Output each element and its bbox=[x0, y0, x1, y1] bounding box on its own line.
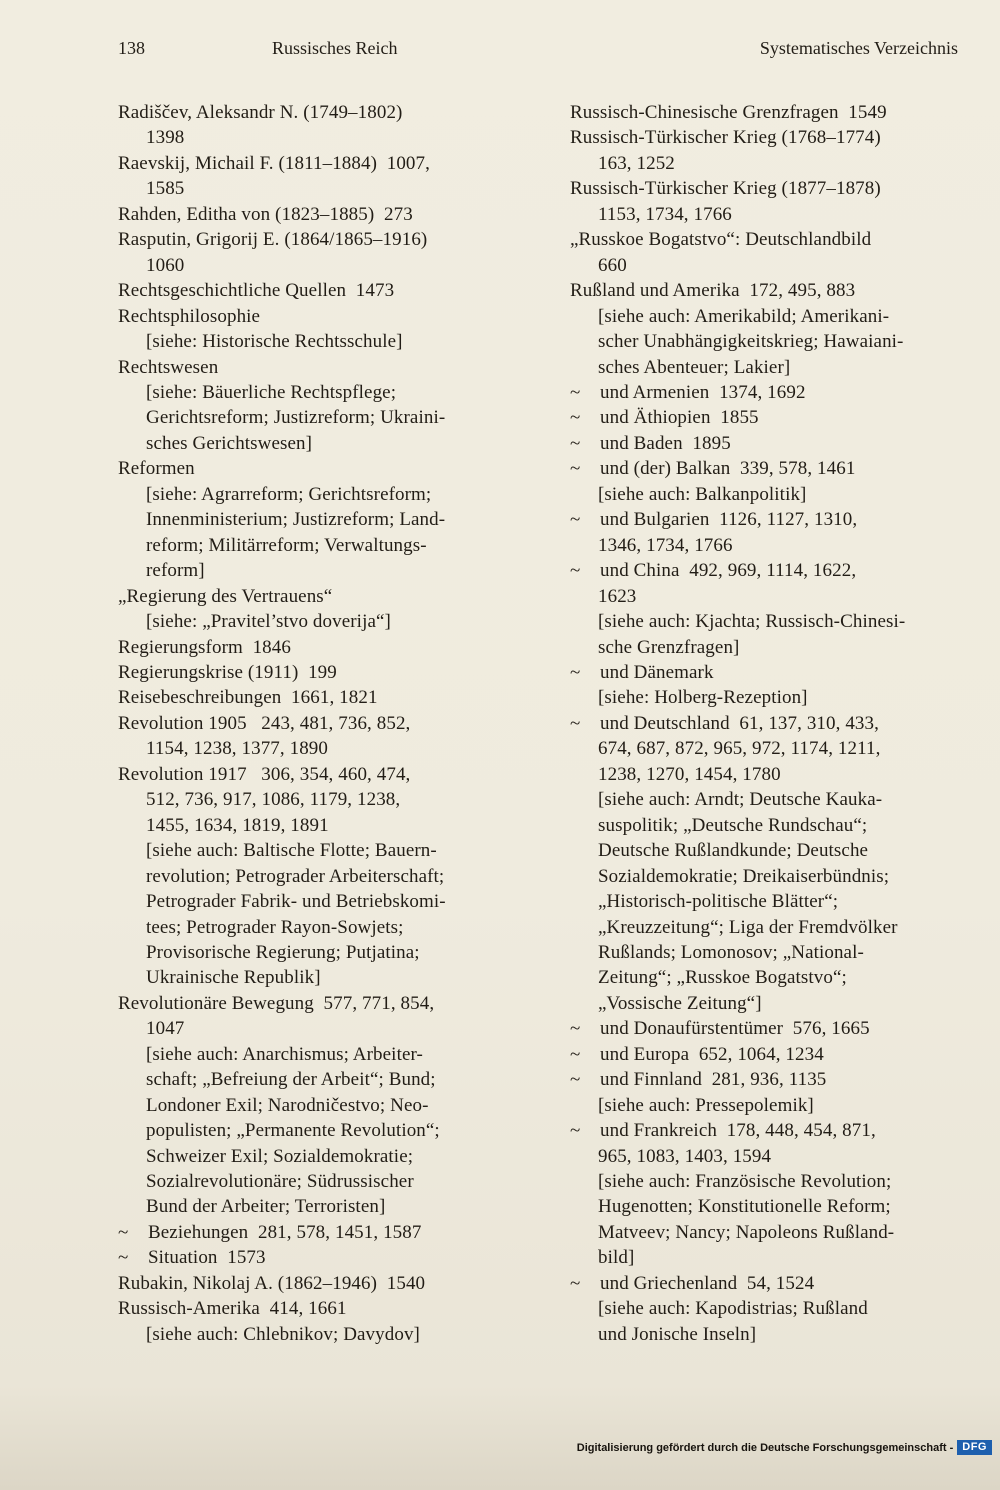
index-line bbox=[118, 1016, 514, 1041]
index-line bbox=[570, 1016, 974, 1041]
index-line bbox=[570, 609, 974, 634]
index-line bbox=[570, 405, 974, 430]
index-line-text: 1238, 1270, 1454, 1780 bbox=[598, 763, 781, 785]
tilde-marker: ~ bbox=[118, 1247, 129, 1269]
index-line bbox=[118, 227, 514, 252]
index-line bbox=[118, 482, 514, 507]
index-line bbox=[118, 355, 514, 380]
index-line-text: [siehe: Historische Rechtsschule] bbox=[146, 331, 403, 353]
tilde-marker: ~ bbox=[570, 407, 581, 429]
index-line-text: Radiščev, Aleksandr N. (1749–1802) bbox=[118, 102, 403, 123]
index-line-text: scher Unabhängigkeitskrieg; Hawaiani- bbox=[598, 331, 904, 353]
index-line bbox=[570, 584, 974, 609]
index-line-text: Rasputin, Grigorij E. (1864/1865–1916) bbox=[118, 229, 428, 251]
index-line bbox=[570, 864, 974, 889]
index-line-text: [siehe auch: Arndt; Deutsche Kauka- bbox=[598, 789, 883, 811]
index-line bbox=[570, 482, 974, 507]
index-line-text: und Bulgarien 1126, 1127, 1310, bbox=[600, 509, 858, 531]
index-line-text: Ukrainische Republik] bbox=[146, 967, 321, 989]
index-line-text: „Russkoe Bogatstvo“: Deutschlandbild bbox=[570, 229, 872, 251]
tilde-marker: ~ bbox=[570, 458, 581, 480]
index-line bbox=[570, 1194, 974, 1219]
tilde-marker: ~ bbox=[570, 712, 581, 734]
index-line bbox=[570, 431, 974, 456]
index-line-text: und Dänemark bbox=[600, 661, 714, 683]
tilde-marker: ~ bbox=[570, 509, 581, 531]
index-line-text: Revolutionäre Bewegung 577, 771, 854, bbox=[118, 992, 435, 1014]
index-column-right bbox=[570, 100, 974, 1347]
index-line-text: und Europa 652, 1064, 1234 bbox=[600, 1043, 824, 1065]
index-line bbox=[118, 1118, 514, 1143]
index-line bbox=[570, 736, 974, 761]
index-line bbox=[570, 889, 974, 914]
tilde-marker: ~ bbox=[570, 1018, 581, 1040]
index-line bbox=[118, 1271, 514, 1296]
index-line bbox=[570, 253, 974, 278]
index-line-text: Rechtswesen bbox=[118, 356, 219, 378]
index-line-text: 660 bbox=[598, 254, 627, 276]
index-line-text: und Jonische Inseln] bbox=[598, 1323, 757, 1345]
index-line bbox=[118, 431, 514, 456]
index-line bbox=[570, 915, 974, 940]
index-line-text: [siehe auch: Balkanpolitik] bbox=[598, 483, 807, 505]
index-line-text: schaft; „Befreiung der Arbeit“; Bund; bbox=[146, 1069, 436, 1091]
page-number: 138 bbox=[118, 38, 145, 58]
index-line bbox=[118, 1322, 514, 1347]
index-line-text: und Deutschland 61, 137, 310, 433, bbox=[600, 712, 879, 734]
index-line-text: Provisorische Regierung; Putjatina; bbox=[146, 941, 420, 963]
index-line bbox=[118, 685, 514, 710]
index-line bbox=[118, 507, 514, 532]
index-line bbox=[570, 125, 974, 150]
index-line bbox=[118, 711, 514, 736]
tilde-marker: ~ bbox=[570, 1120, 581, 1142]
index-line bbox=[570, 1245, 974, 1270]
index-line-text: Russisch-Amerika 414, 1661 bbox=[118, 1298, 347, 1320]
index-line bbox=[118, 1220, 514, 1245]
index-line bbox=[570, 304, 974, 329]
index-line-text: Rechtsphilosophie bbox=[118, 305, 261, 327]
index-line bbox=[118, 202, 514, 227]
tilde-marker: ~ bbox=[570, 1272, 581, 1294]
index-line-text: [siehe auch: Amerikabild; Amerikani- bbox=[598, 305, 890, 327]
index-line bbox=[118, 965, 514, 990]
index-line-text: Russisch-Chinesische Grenzfragen 1549 bbox=[570, 102, 887, 123]
index-line bbox=[570, 711, 974, 736]
index-line-text: 1047 bbox=[146, 1018, 185, 1040]
index-line bbox=[118, 533, 514, 558]
index-line-text: Sozialdemokratie; Dreikaiserbündnis; bbox=[598, 865, 890, 887]
index-line-text: 163, 1252 bbox=[598, 152, 675, 174]
index-line-text: Rechtsgeschichtliche Quellen 1473 bbox=[118, 280, 395, 302]
index-line-text: und (der) Balkan 339, 578, 1461 bbox=[600, 458, 856, 480]
index-line-text: Beziehungen 281, 578, 1451, 1587 bbox=[148, 1221, 422, 1243]
index-line bbox=[118, 609, 514, 634]
index-line bbox=[570, 1093, 974, 1118]
tilde-marker: ~ bbox=[570, 661, 581, 683]
index-line bbox=[570, 1118, 974, 1143]
index-line-text: Rußland und Amerika 172, 495, 883 bbox=[570, 280, 856, 302]
index-line bbox=[118, 405, 514, 430]
index-line-text: tees; Petrograder Rayon-Sowjets; bbox=[146, 916, 404, 938]
index-line bbox=[570, 838, 974, 863]
index-line bbox=[570, 533, 974, 558]
digitization-footer bbox=[577, 1440, 992, 1455]
tilde-marker: ~ bbox=[118, 1221, 129, 1243]
index-line-text: Regierungsform 1846 bbox=[118, 636, 291, 658]
index-line bbox=[570, 965, 974, 990]
index-line bbox=[118, 736, 514, 761]
index-line-text: Regierungskrise (1911) 199 bbox=[118, 661, 337, 683]
index-line-text: revolution; Petrograder Arbeiterschaft; bbox=[146, 865, 445, 887]
index-line bbox=[570, 1067, 974, 1092]
index-line-text: Sozialrevolutionäre; Südrussischer bbox=[146, 1171, 414, 1193]
index-line bbox=[570, 813, 974, 838]
index-line-text: „Historisch-politische Blätter“; bbox=[598, 891, 839, 913]
index-line-text: „Kreuzzeitung“; Liga der Fremdvölker bbox=[598, 916, 898, 938]
index-line-text: reform] bbox=[146, 560, 205, 582]
index-line-text: [siehe: „Pravitel’stvo doverija“] bbox=[146, 611, 391, 633]
index-line bbox=[570, 762, 974, 787]
digitization-credit-text: Digitalisierung gefördert durch die Deutsche Forschungsgemeinschaft - bbox=[576, 1441, 954, 1454]
index-line bbox=[570, 176, 974, 201]
index-line bbox=[118, 813, 514, 838]
index-line-text: Deutsche Rußlandkunde; Deutsche bbox=[598, 840, 869, 862]
index-line bbox=[570, 1169, 974, 1194]
index-line bbox=[570, 685, 974, 710]
index-line-text: 1346, 1734, 1766 bbox=[598, 534, 733, 556]
index-line bbox=[118, 151, 514, 176]
index-line-text: 1398 bbox=[146, 127, 185, 149]
index-line-text: Schweizer Exil; Sozialdemokratie; bbox=[146, 1145, 414, 1167]
index-line bbox=[118, 304, 514, 329]
index-line bbox=[118, 991, 514, 1016]
index-line bbox=[118, 329, 514, 354]
index-line bbox=[118, 762, 514, 787]
index-line-text: [siehe auch: Pressepolemik] bbox=[598, 1094, 814, 1116]
index-line-text: und Frankreich 178, 448, 454, 871, bbox=[600, 1120, 876, 1142]
index-line-text: Reformen bbox=[118, 458, 195, 480]
index-line-text: 512, 736, 917, 1086, 1179, 1238, bbox=[146, 789, 401, 811]
index-line bbox=[570, 991, 974, 1016]
tilde-marker: ~ bbox=[570, 381, 581, 403]
index-line bbox=[570, 507, 974, 532]
index-line-text: Russisch-Türkischer Krieg (1877–1878) bbox=[570, 178, 881, 200]
index-line-text: 1153, 1734, 1766 bbox=[598, 203, 732, 225]
index-line bbox=[570, 355, 974, 380]
index-line-text: [siehe auch: Französische Revolution; bbox=[598, 1171, 892, 1193]
index-line bbox=[570, 456, 974, 481]
index-line-text: 1623 bbox=[598, 585, 637, 607]
index-line-text: Gerichtsreform; Justizreform; Ukraini- bbox=[146, 407, 446, 429]
index-line bbox=[118, 100, 514, 125]
index-line bbox=[570, 1220, 974, 1245]
index-line-text: [siehe auch: Kjachta; Russisch-Chinesi- bbox=[598, 611, 906, 633]
index-line-text: Londoner Exil; Narodničestvo; Neo- bbox=[146, 1094, 429, 1116]
index-line-text: „Regierung des Vertrauens“ bbox=[118, 585, 333, 607]
index-line bbox=[570, 202, 974, 227]
index-line bbox=[118, 1296, 514, 1321]
index-line-text: Innenministerium; Justizreform; Land- bbox=[146, 509, 446, 531]
running-head-right: Systematisches Verzeichnis bbox=[759, 38, 958, 58]
index-line-text: Rahden, Editha von (1823–1885) 273 bbox=[118, 203, 413, 225]
index-line bbox=[118, 456, 514, 481]
index-line-text: 1455, 1634, 1819, 1891 bbox=[146, 814, 329, 836]
index-line-text: und China 492, 969, 1114, 1622, bbox=[600, 560, 857, 582]
index-line-text: und Donaufürstentümer 576, 1665 bbox=[600, 1018, 870, 1040]
index-line bbox=[570, 329, 974, 354]
index-line bbox=[570, 151, 974, 176]
index-line bbox=[570, 787, 974, 812]
index-line-text: Raevskij, Michail F. (1811–1884) 1007, bbox=[118, 152, 430, 174]
index-line bbox=[570, 227, 974, 252]
index-line-text: reform; Militärreform; Verwaltungs- bbox=[146, 534, 427, 556]
index-line-text: und Armenien 1374, 1692 bbox=[600, 381, 806, 403]
index-line-text: [siehe auch: Chlebnikov; Davydov] bbox=[146, 1323, 420, 1345]
tilde-marker: ~ bbox=[570, 1069, 581, 1091]
index-line-text: Situation 1573 bbox=[148, 1247, 266, 1269]
index-line-text: [siehe: Holberg-Rezeption] bbox=[598, 687, 808, 709]
index-line-text: und Baden 1895 bbox=[600, 432, 731, 454]
index-line bbox=[118, 1194, 514, 1219]
index-line bbox=[570, 635, 974, 660]
index-line-text: bild] bbox=[598, 1247, 635, 1269]
index-line bbox=[118, 558, 514, 583]
index-line bbox=[118, 1042, 514, 1067]
index-line bbox=[118, 864, 514, 889]
running-head-left: Russisches Reich bbox=[272, 38, 398, 58]
index-line-text: sche Grenzfragen] bbox=[598, 636, 740, 658]
tilde-marker: ~ bbox=[570, 432, 581, 454]
index-line-text: sches Abenteuer; Lakier] bbox=[598, 356, 791, 378]
index-line-text: Rußlands; Lomonosov; „National- bbox=[598, 941, 864, 963]
index-line-text: [siehe: Bäuerliche Rechtspflege; bbox=[146, 381, 397, 403]
index-line bbox=[570, 1322, 974, 1347]
index-line-text: Revolution 1905 243, 481, 736, 852, bbox=[118, 712, 411, 734]
index-line-text: „Vossische Zeitung“] bbox=[598, 992, 762, 1014]
index-line bbox=[118, 787, 514, 812]
index-line-text: 965, 1083, 1403, 1594 bbox=[598, 1145, 772, 1167]
index-line bbox=[118, 1093, 514, 1118]
index-line-text: Rubakin, Nikolaj A. (1862–1946) 1540 bbox=[118, 1272, 426, 1294]
index-line-text: Petrograder Fabrik- und Betriebskomi- bbox=[146, 891, 446, 913]
index-line-text: Zeitung“; „Russkoe Bogatstvo“; bbox=[598, 967, 847, 989]
index-column-left bbox=[118, 100, 514, 1347]
index-line bbox=[570, 1042, 974, 1067]
index-line bbox=[570, 380, 974, 405]
index-line-text: [siehe: Agrarreform; Gerichtsreform; bbox=[146, 483, 432, 505]
index-line bbox=[118, 1169, 514, 1194]
index-line-text: Russisch-Türkischer Krieg (1768–1774) bbox=[570, 127, 881, 149]
dfg-logo: DFG bbox=[957, 1440, 992, 1455]
index-line-text: Matveev; Nancy; Napoleons Rußland- bbox=[598, 1221, 895, 1243]
index-line bbox=[118, 1067, 514, 1092]
index-line-text: suspolitik; „Deutsche Rundschau“; bbox=[598, 814, 868, 836]
index-line-text: Bund der Arbeiter; Terroristen] bbox=[146, 1196, 386, 1218]
index-line-text: [siehe auch: Kapodistrias; Rußland bbox=[598, 1298, 868, 1320]
index-line-text: 1585 bbox=[146, 178, 185, 200]
index-line bbox=[570, 1144, 974, 1169]
index-line bbox=[570, 100, 974, 125]
index-line-text: und Griechenland 54, 1524 bbox=[600, 1272, 815, 1294]
index-line bbox=[118, 635, 514, 660]
index-line bbox=[118, 1245, 514, 1270]
index-line bbox=[118, 660, 514, 685]
index-line bbox=[118, 125, 514, 150]
index-line-text: und Äthiopien 1855 bbox=[600, 407, 759, 429]
index-line-text: [siehe auch: Anarchismus; Arbeiter- bbox=[146, 1043, 423, 1065]
index-line bbox=[570, 1296, 974, 1321]
index-line bbox=[570, 278, 974, 303]
index-line-text: 1060 bbox=[146, 254, 185, 276]
index-line-text: [siehe auch: Baltische Flotte; Bauern- bbox=[146, 840, 437, 862]
index-line bbox=[118, 278, 514, 303]
index-line bbox=[118, 940, 514, 965]
index-line-text: und Finnland 281, 936, 1135 bbox=[600, 1069, 827, 1091]
index-line bbox=[570, 660, 974, 685]
index-line-text: populisten; „Permanente Revolution“; bbox=[146, 1120, 440, 1142]
index-line-text: Revolution 1917 306, 354, 460, 474, bbox=[118, 763, 411, 785]
index-line-text: Reisebeschreibungen 1661, 1821 bbox=[118, 687, 378, 709]
index-line bbox=[118, 1144, 514, 1169]
tilde-marker: ~ bbox=[570, 560, 581, 582]
index-line-text: 674, 687, 872, 965, 972, 1174, 1211, bbox=[598, 738, 881, 760]
index-line bbox=[570, 1271, 974, 1296]
index-line bbox=[118, 838, 514, 863]
index-line bbox=[118, 889, 514, 914]
index-line bbox=[118, 380, 514, 405]
index-line bbox=[118, 915, 514, 940]
index-line bbox=[118, 253, 514, 278]
index-line-text: Hugenotten; Konstitutionelle Reform; bbox=[598, 1196, 891, 1218]
index-line bbox=[118, 584, 514, 609]
tilde-marker: ~ bbox=[570, 1043, 581, 1065]
index-line bbox=[570, 940, 974, 965]
index-line bbox=[118, 176, 514, 201]
index-line bbox=[570, 558, 974, 583]
index-line-text: 1154, 1238, 1377, 1890 bbox=[146, 738, 328, 760]
index-line-text: sches Gerichtswesen] bbox=[146, 432, 313, 454]
